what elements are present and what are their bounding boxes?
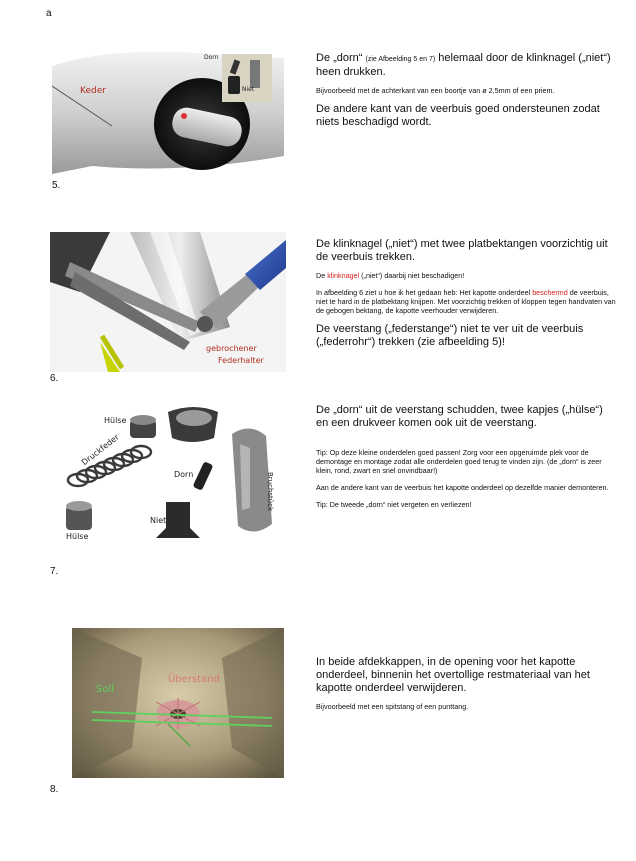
section-5-text [316,52,616,136]
figure-5-label-dorn: Dorn [204,54,219,61]
section-6-text [316,238,616,356]
figure-7-photo [54,398,286,562]
figure-7-label-bruchstueck: Bruchstück [266,472,274,512]
section-6-note [316,271,616,280]
section-5-heading [316,52,616,79]
section-5-heading-a: De „dorn“ [316,52,366,64]
figure-7-label-druckfeder: Druckfeder [80,432,121,468]
figure-5-label-keder: Keder [80,86,106,96]
figure-6-photo [50,232,286,372]
figure-5-label-niet: Niet [242,86,255,93]
section-7-tip-2: Tip: De tweede „dorn“ niet vergeten en verliezen! [316,500,472,509]
section-5-note: Bijvoorbeeld met de achterkant van een boortje van ø 2,5mm of een priem. [316,86,555,95]
figure-6-label-line2: Federhalter [218,356,264,365]
section-6-heading-2: De veerstang („federstange“) niet te ver uit de veerbuis („federrohr“) trekken (zie afbeelding 5)! [316,323,584,348]
section-6-note-a: De [316,271,328,280]
section-7-tip-1: Tip: Op deze kleine onderdelen goed passen! Zorg voor een opgeruimde plek voor de demontage en montage zodat alle onderdelen goed terug te vinden zijn. (de „dorn“ is zeer klein, rond, zwart en snel onvindbaar!) [316,448,602,475]
section-7-text [316,404,616,517]
section-8-heading: In beide afdekkappen, in de opening voor het kapotte onderdeel, binnenin het overtollige restmateriaal van het kapotte onderdeel verwijderen. [316,656,590,694]
section-6-para-red: beschermd [532,288,568,297]
figure-8-label-soll: Soll [96,684,115,695]
figure-5-photo [52,46,284,174]
figure-7-number: 7. [50,566,59,577]
section-6-para-b: de veerbuis, niet te hard in de platbektang knijpen. Met voorzichtig trekken of kloppen tegen handvaten van de gebogen bektang, de kapotte veerhouder verwijderen. [316,288,616,315]
section-6-note-b: („niet“) daarbij niet beschadigen! [359,271,465,280]
section-5-heading-b: helemaal door de klinknagel („niet“) heen drukken. [316,52,611,78]
section-7-heading: De „dorn“ uit de veerstang schudden, twee kapjes („hülse“) en een drukveer komen ook uit de veerstang. [316,404,603,429]
section-6-note-red: klinknagel [327,271,360,280]
figure-6-number: 6. [50,373,59,384]
section-8-note: Bijvoorbeeld met een spitstang of een punttang. [316,702,469,711]
figure-7-label-huelse-bottom: Hülse [66,532,89,541]
section-6-paragraph [316,288,616,315]
figure-8-photo [72,628,284,778]
section-8-text [316,656,616,719]
section-7-paragraph: Aan de andere kant van de veerbuis het kapotte onderdeel op dezelfde manier demonteren. [316,483,609,492]
figure-7-label-dorn: Dorn [174,470,194,479]
figure-7-label-niet: Niet [150,516,167,525]
section-6-para-a: In afbeelding 6 ziet u hoe ik het gedaan heb: Het kapotte onderdeel [316,288,533,297]
figure-8-number: 8. [50,784,59,795]
page-marker: a [46,8,52,19]
figure-7-label-huelse-top: Hülse [104,416,127,425]
figure-8-label-ueberstand: Überstand [168,674,220,685]
figure-6-label-line1: gebrochener [206,344,257,353]
section-5-heading-2: De andere kant van de veerbuis goed ondersteunen zodat niets beschadigd wordt. [316,103,600,128]
section-6-heading: De klinknagel („niet“) met twee platbektangen voorzichtig uit de veerbuis trekken. [316,238,608,263]
figure-5-number: 5. [52,180,61,191]
section-5-heading-ref: (zie Afbeelding 5 en 7) [365,56,436,63]
